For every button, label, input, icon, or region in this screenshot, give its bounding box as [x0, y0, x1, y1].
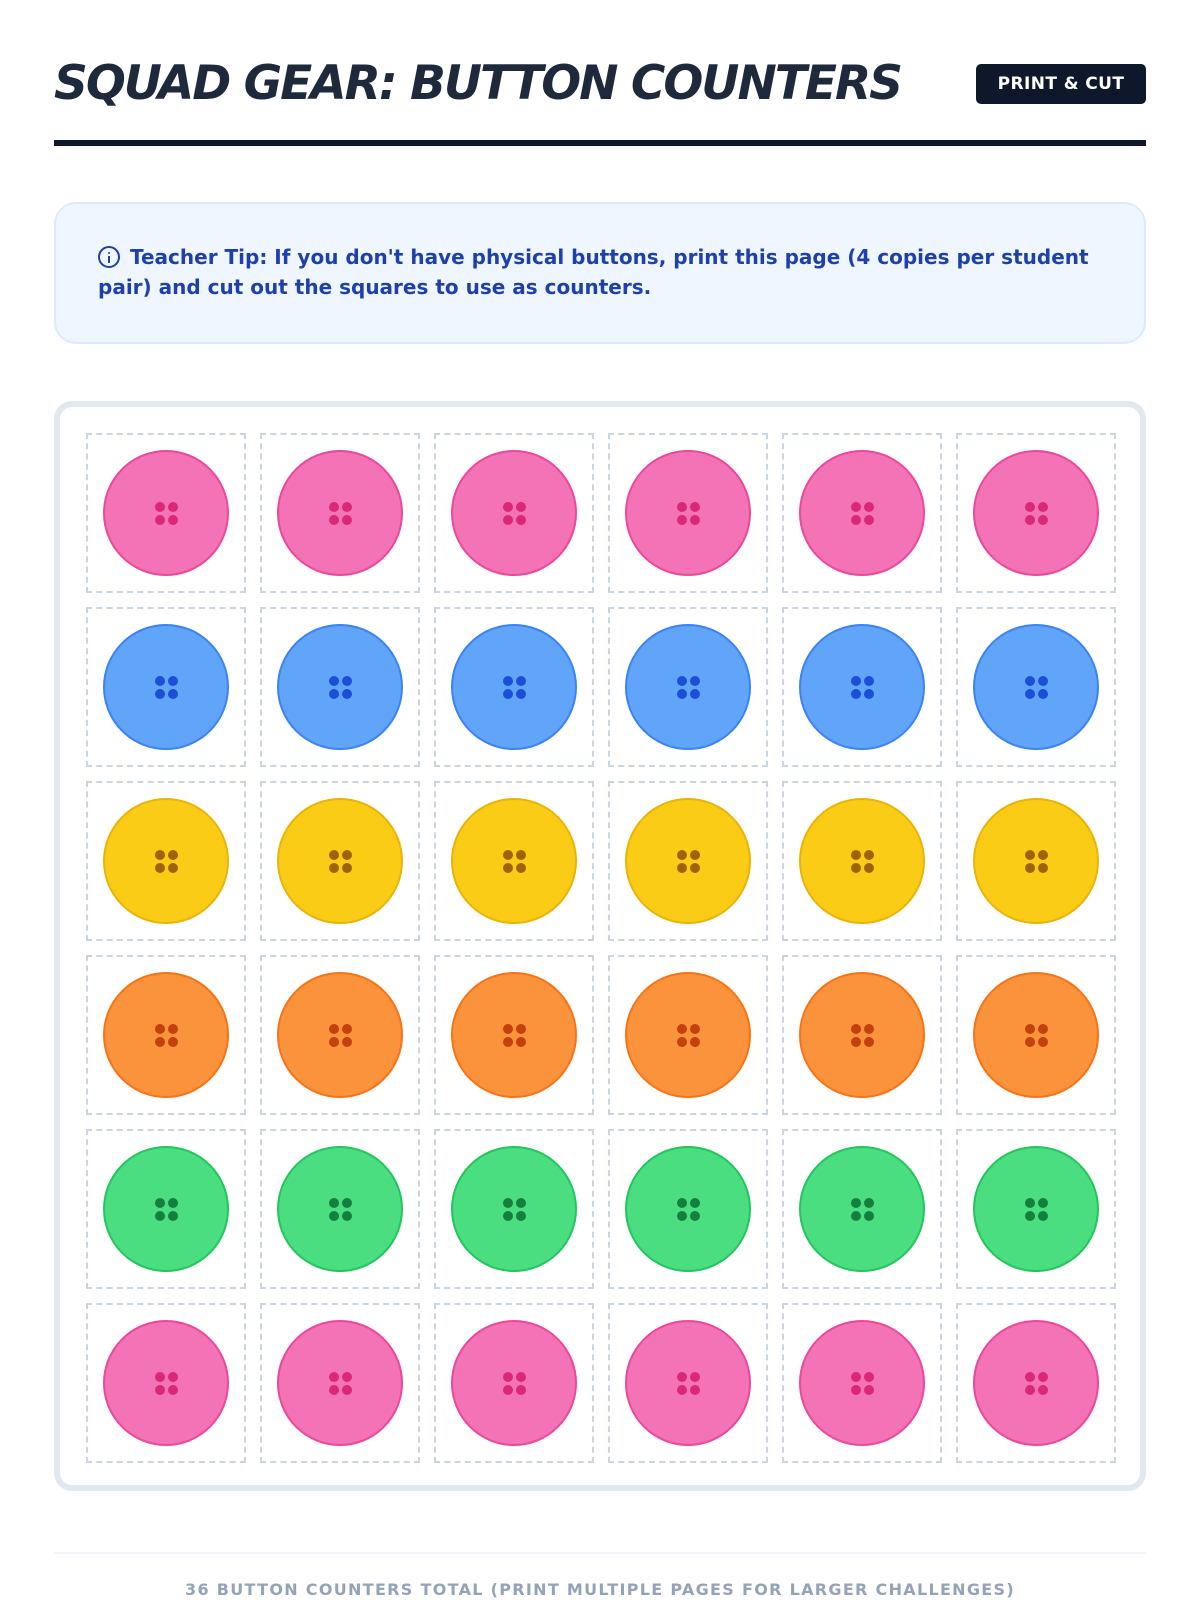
button-holes — [155, 676, 178, 699]
button-hole — [677, 1024, 687, 1034]
orange-button-counter — [103, 972, 229, 1098]
orange-button-counter — [799, 972, 925, 1098]
button-hole — [864, 502, 874, 512]
button-hole — [1038, 850, 1048, 860]
button-hole — [864, 1385, 874, 1395]
button-hole — [677, 502, 687, 512]
button-hole — [503, 863, 513, 873]
button-holes — [851, 1372, 874, 1395]
counter-cell — [434, 1129, 594, 1289]
button-hole — [329, 515, 339, 525]
orange-button-counter — [277, 972, 403, 1098]
button-holes — [155, 1198, 178, 1221]
button-holes — [677, 676, 700, 699]
button-hole — [329, 863, 339, 873]
button-hole — [155, 689, 165, 699]
button-holes — [329, 1198, 352, 1221]
pink-button-counter — [277, 1320, 403, 1446]
pink-button-counter — [973, 450, 1099, 576]
counter-cell — [956, 607, 1116, 767]
button-hole — [1025, 515, 1035, 525]
button-hole — [168, 515, 178, 525]
button-hole — [342, 1385, 352, 1395]
counter-cell — [782, 955, 942, 1115]
pink-button-counter — [103, 450, 229, 576]
button-hole — [155, 515, 165, 525]
button-holes — [503, 502, 526, 525]
button-hole — [677, 1198, 687, 1208]
button-hole — [864, 850, 874, 860]
counter-cell — [86, 955, 246, 1115]
button-holes — [503, 676, 526, 699]
button-hole — [677, 1372, 687, 1382]
button-hole — [864, 1037, 874, 1047]
pink-button-counter — [451, 450, 577, 576]
button-hole — [342, 1037, 352, 1047]
button-hole — [677, 676, 687, 686]
green-button-counter — [103, 1146, 229, 1272]
button-hole — [1025, 1372, 1035, 1382]
counter-cell — [260, 781, 420, 941]
button-hole — [1025, 863, 1035, 873]
button-hole — [864, 863, 874, 873]
button-hole — [342, 1372, 352, 1382]
footer-divider — [54, 1552, 1146, 1554]
pink-button-counter — [799, 450, 925, 576]
button-hole — [1038, 1385, 1048, 1395]
blue-button-counter — [103, 624, 229, 750]
counter-cell — [608, 433, 768, 593]
button-hole — [1025, 1211, 1035, 1221]
info-icon — [98, 246, 120, 268]
button-hole — [155, 502, 165, 512]
button-hole — [342, 502, 352, 512]
orange-button-counter — [973, 972, 1099, 1098]
counter-cell — [434, 781, 594, 941]
counter-cell — [782, 433, 942, 593]
button-hole — [690, 1037, 700, 1047]
button-hole — [1038, 1037, 1048, 1047]
counter-sheet — [54, 401, 1146, 1491]
button-hole — [1025, 502, 1035, 512]
green-button-counter — [799, 1146, 925, 1272]
button-hole — [503, 1198, 513, 1208]
counter-cell — [86, 1303, 246, 1463]
button-hole — [851, 1372, 861, 1382]
button-hole — [168, 689, 178, 699]
button-hole — [342, 689, 352, 699]
button-hole — [1025, 1198, 1035, 1208]
button-hole — [342, 850, 352, 860]
button-hole — [690, 1198, 700, 1208]
button-hole — [503, 850, 513, 860]
button-hole — [690, 1211, 700, 1221]
button-holes — [155, 1024, 178, 1047]
button-hole — [690, 1372, 700, 1382]
button-hole — [516, 676, 526, 686]
button-holes — [851, 676, 874, 699]
button-hole — [155, 1211, 165, 1221]
pink-button-counter — [277, 450, 403, 576]
counter-cell — [956, 433, 1116, 593]
button-hole — [516, 1037, 526, 1047]
button-hole — [342, 1024, 352, 1034]
button-holes — [503, 1198, 526, 1221]
button-hole — [1038, 515, 1048, 525]
button-hole — [677, 850, 687, 860]
button-hole — [155, 1385, 165, 1395]
button-hole — [677, 689, 687, 699]
button-hole — [516, 515, 526, 525]
button-hole — [516, 1024, 526, 1034]
button-holes — [677, 1198, 700, 1221]
counter-cell — [956, 955, 1116, 1115]
button-holes — [503, 1024, 526, 1047]
pink-button-counter — [625, 1320, 751, 1446]
teacher-tip-box — [54, 202, 1146, 344]
button-hole — [1038, 689, 1048, 699]
button-hole — [503, 1037, 513, 1047]
button-hole — [329, 676, 339, 686]
button-hole — [155, 850, 165, 860]
counter-cell — [782, 781, 942, 941]
button-hole — [690, 1024, 700, 1034]
button-hole — [1038, 1211, 1048, 1221]
button-holes — [677, 502, 700, 525]
button-hole — [690, 502, 700, 512]
button-holes — [1025, 1372, 1048, 1395]
counter-cell — [782, 1129, 942, 1289]
button-hole — [690, 515, 700, 525]
pink-button-counter — [973, 1320, 1099, 1446]
button-hole — [1025, 676, 1035, 686]
button-hole — [155, 1372, 165, 1382]
button-hole — [864, 1372, 874, 1382]
button-hole — [1025, 689, 1035, 699]
button-hole — [342, 1211, 352, 1221]
yellow-button-counter — [973, 798, 1099, 924]
button-hole — [864, 1024, 874, 1034]
orange-button-counter — [451, 972, 577, 1098]
button-hole — [1025, 850, 1035, 860]
button-holes — [155, 502, 178, 525]
button-hole — [1038, 502, 1048, 512]
button-holes — [1025, 502, 1048, 525]
counter-cell — [260, 433, 420, 593]
button-hole — [1038, 1372, 1048, 1382]
counter-cell — [956, 781, 1116, 941]
counter-cell — [260, 1303, 420, 1463]
button-hole — [503, 689, 513, 699]
counter-grid — [86, 433, 1116, 1463]
button-hole — [168, 1024, 178, 1034]
pink-button-counter — [799, 1320, 925, 1446]
counter-cell — [434, 1303, 594, 1463]
page-header — [54, 50, 1146, 146]
button-hole — [1025, 1385, 1035, 1395]
counter-cell — [956, 1303, 1116, 1463]
button-hole — [1038, 676, 1048, 686]
button-hole — [851, 689, 861, 699]
button-hole — [329, 1385, 339, 1395]
button-hole — [168, 1372, 178, 1382]
button-holes — [677, 1024, 700, 1047]
button-hole — [342, 1198, 352, 1208]
button-holes — [851, 1198, 874, 1221]
button-hole — [864, 689, 874, 699]
counter-cell — [86, 781, 246, 941]
print-cut-badge: PRINT & CUT — [976, 64, 1146, 104]
button-hole — [677, 1385, 687, 1395]
footer-note: 36 BUTTON COUNTERS TOTAL (PRINT MULTIPLE PAGES FOR LARGER CHALLENGES) — [185, 1580, 1015, 1599]
button-hole — [851, 1024, 861, 1034]
button-holes — [851, 1024, 874, 1047]
blue-button-counter — [625, 624, 751, 750]
yellow-button-counter — [277, 798, 403, 924]
button-holes — [677, 850, 700, 873]
button-hole — [864, 515, 874, 525]
button-holes — [677, 1372, 700, 1395]
button-holes — [851, 502, 874, 525]
counter-cell — [956, 1129, 1116, 1289]
button-hole — [516, 863, 526, 873]
button-hole — [342, 863, 352, 873]
counter-cell — [608, 607, 768, 767]
counter-cell — [86, 607, 246, 767]
button-hole — [503, 502, 513, 512]
counter-cell — [434, 433, 594, 593]
button-holes — [329, 502, 352, 525]
button-hole — [1038, 1024, 1048, 1034]
button-holes — [329, 1024, 352, 1047]
button-hole — [342, 676, 352, 686]
button-hole — [690, 850, 700, 860]
counter-cell — [608, 1303, 768, 1463]
yellow-button-counter — [625, 798, 751, 924]
button-hole — [516, 502, 526, 512]
button-hole — [677, 863, 687, 873]
counter-cell — [260, 955, 420, 1115]
button-hole — [864, 1211, 874, 1221]
button-hole — [342, 515, 352, 525]
counter-cell — [86, 1129, 246, 1289]
button-hole — [516, 689, 526, 699]
button-hole — [1025, 1024, 1035, 1034]
button-hole — [503, 515, 513, 525]
button-hole — [1038, 1198, 1048, 1208]
blue-button-counter — [973, 624, 1099, 750]
button-hole — [168, 502, 178, 512]
button-hole — [329, 1037, 339, 1047]
button-hole — [851, 515, 861, 525]
counter-cell — [782, 1303, 942, 1463]
button-hole — [329, 1211, 339, 1221]
button-hole — [329, 689, 339, 699]
button-hole — [690, 1385, 700, 1395]
button-hole — [168, 1198, 178, 1208]
button-hole — [168, 1385, 178, 1395]
counter-cell — [608, 1129, 768, 1289]
button-holes — [1025, 1024, 1048, 1047]
pink-button-counter — [625, 450, 751, 576]
counter-cell — [260, 607, 420, 767]
green-button-counter — [973, 1146, 1099, 1272]
button-hole — [690, 676, 700, 686]
button-hole — [168, 676, 178, 686]
blue-button-counter — [451, 624, 577, 750]
button-hole — [503, 1372, 513, 1382]
teacher-tip-text: Teacher Tip: If you don't have physical buttons, print this page (4 copies per student pair) and cut out the squares to use as counters. — [98, 245, 1089, 299]
button-holes — [329, 850, 352, 873]
button-hole — [516, 1385, 526, 1395]
button-hole — [851, 863, 861, 873]
button-hole — [155, 1024, 165, 1034]
button-hole — [503, 1385, 513, 1395]
button-hole — [851, 1385, 861, 1395]
button-hole — [851, 1198, 861, 1208]
counter-cell — [86, 433, 246, 593]
button-hole — [168, 863, 178, 873]
button-hole — [690, 689, 700, 699]
button-hole — [155, 863, 165, 873]
button-holes — [329, 676, 352, 699]
button-hole — [503, 1211, 513, 1221]
button-hole — [155, 676, 165, 686]
orange-button-counter — [625, 972, 751, 1098]
button-holes — [329, 1372, 352, 1395]
button-hole — [503, 676, 513, 686]
blue-button-counter — [277, 624, 403, 750]
button-holes — [155, 850, 178, 873]
button-hole — [677, 1211, 687, 1221]
button-hole — [677, 515, 687, 525]
button-holes — [1025, 850, 1048, 873]
button-hole — [155, 1037, 165, 1047]
green-button-counter — [451, 1146, 577, 1272]
counter-cell — [434, 607, 594, 767]
button-hole — [168, 850, 178, 860]
blue-button-counter — [799, 624, 925, 750]
counter-cell — [434, 955, 594, 1115]
counter-cell — [608, 955, 768, 1115]
button-hole — [851, 850, 861, 860]
button-hole — [864, 676, 874, 686]
button-hole — [1025, 1037, 1035, 1047]
counter-cell — [260, 1129, 420, 1289]
yellow-button-counter — [799, 798, 925, 924]
button-hole — [168, 1037, 178, 1047]
button-hole — [329, 1024, 339, 1034]
yellow-button-counter — [451, 798, 577, 924]
button-holes — [1025, 1198, 1048, 1221]
button-hole — [503, 1024, 513, 1034]
button-hole — [864, 1198, 874, 1208]
button-holes — [503, 850, 526, 873]
button-hole — [851, 1211, 861, 1221]
button-hole — [516, 1372, 526, 1382]
button-hole — [677, 1037, 687, 1047]
button-hole — [516, 850, 526, 860]
green-button-counter — [625, 1146, 751, 1272]
button-hole — [168, 1211, 178, 1221]
green-button-counter — [277, 1146, 403, 1272]
page-title: SQUAD GEAR: BUTTON COUNTERS — [54, 56, 902, 111]
button-hole — [690, 863, 700, 873]
button-hole — [329, 502, 339, 512]
button-holes — [851, 850, 874, 873]
button-hole — [516, 1211, 526, 1221]
button-hole — [516, 1198, 526, 1208]
yellow-button-counter — [103, 798, 229, 924]
button-hole — [329, 850, 339, 860]
button-hole — [851, 1037, 861, 1047]
button-holes — [1025, 676, 1048, 699]
button-hole — [329, 1198, 339, 1208]
button-holes — [503, 1372, 526, 1395]
pink-button-counter — [103, 1320, 229, 1446]
button-hole — [851, 502, 861, 512]
button-hole — [1038, 863, 1048, 873]
counter-cell — [782, 607, 942, 767]
counter-cell — [608, 781, 768, 941]
pink-button-counter — [451, 1320, 577, 1446]
button-hole — [155, 1198, 165, 1208]
button-hole — [329, 1372, 339, 1382]
button-hole — [851, 676, 861, 686]
button-holes — [155, 1372, 178, 1395]
